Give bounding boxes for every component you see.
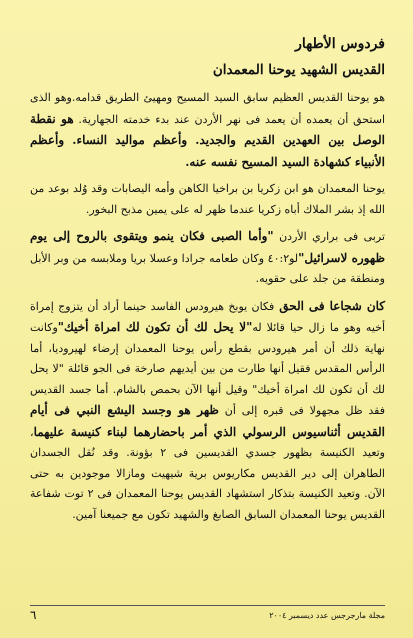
bold-text: كان شجاعا فى الحق xyxy=(274,298,385,313)
article-subtitle: القديس الشهيد يوحنا المعمدان xyxy=(212,62,385,78)
paragraph xyxy=(30,179,385,220)
page-title: فردوس الأطهار xyxy=(295,36,385,52)
bold-text: هو نقطة الوصل بين العهدين القديم والجديد. وأعظم مواليد النساء. وأعظم الأنبياء كشهادة السيد المسيح نفسه عنه. xyxy=(30,111,385,169)
page-footer xyxy=(30,605,385,622)
paragraph xyxy=(30,296,385,526)
text-segment: تربى فى براري الأردن xyxy=(273,230,385,243)
issue-label: مجلة مارجرجس عدد ديسمبر ٢٠٠٤ xyxy=(269,610,385,620)
bold-text: "وأما الصبى فكان ينمو ويتقوى بالروح إلى يوم ظهوره لاسرائيل" xyxy=(30,229,386,265)
bold-text: ظهر هو وجسد اليشع النبي فى أيام القديس أثناسيوس الرسولي الذي أمر باحضارهما لبناء كنيسة عليهما xyxy=(30,403,385,439)
text-segment: يوحنا المعمدان هو ابن زكريا بن براخيا الكاهن وأمه اليصابات وقد وُلد بوعد من الله إذ بشر الملاك أباه زكريا عندما ظهر له على يمين مذبح البخور. xyxy=(30,182,385,216)
text-segment: وكانت نهاية ذلك أن أمر هيرودس بقطع رأس يوحنا المعمدان إرضاء لهيروديا، أما الرأس المقدس فقيل أنها طارت من بين أيديهم صارخة فى الجو قائلة "لا يحل لك أن تكون لك امراة أخيك" وقيل أنها الآن بحمص بالشام. أما جسد القديس فقد ظل مجهولا فى قبره إلى أن xyxy=(30,321,385,417)
text-segment: لو٤٠:٢ وكان طعامه جرادا وعسلا بريا وملابسه من وبر الأبل ومنطقة من جلد على حقويه. xyxy=(30,251,385,285)
text-segment: ، وتعيد الكنيسة بظهور جسدي القديسين فى ٢ بؤونة. وقد نُقل الجسدان الطاهران إلى دير القديس مكاريوس برية شيهيت ومازالا موجودين به حتى الآن. وتعيد الكنيسة بتذكار استشهاد القديس يوحنا المعمدان فى ٢ توت شفاعة القديس يوحنا المعمدان السابق الصابغ والشهيد تكون مع جميعنا آمين. xyxy=(30,425,385,521)
page-number: ٦ xyxy=(30,608,37,622)
text-segment: هو يوحنا القديس العظيم سابق السيد المسيح ومهيئ الطريق قدامه.وهو الذى استحق أن يعمده أن يعمد فى نهر الأردن عند بدء خدمته الجهارية. xyxy=(30,91,385,126)
bold-text: "لا يحل لك أن تكون لك امراة أخيك" xyxy=(57,320,253,334)
article-body xyxy=(30,88,385,525)
paragraph xyxy=(30,226,385,290)
paragraph xyxy=(30,88,385,173)
text-segment: فكان يوبخ هيرودس الفاسد حينما أراد أن يتزوج إمراة أخيه وهو ما زال حيا قائلا له xyxy=(30,299,385,334)
